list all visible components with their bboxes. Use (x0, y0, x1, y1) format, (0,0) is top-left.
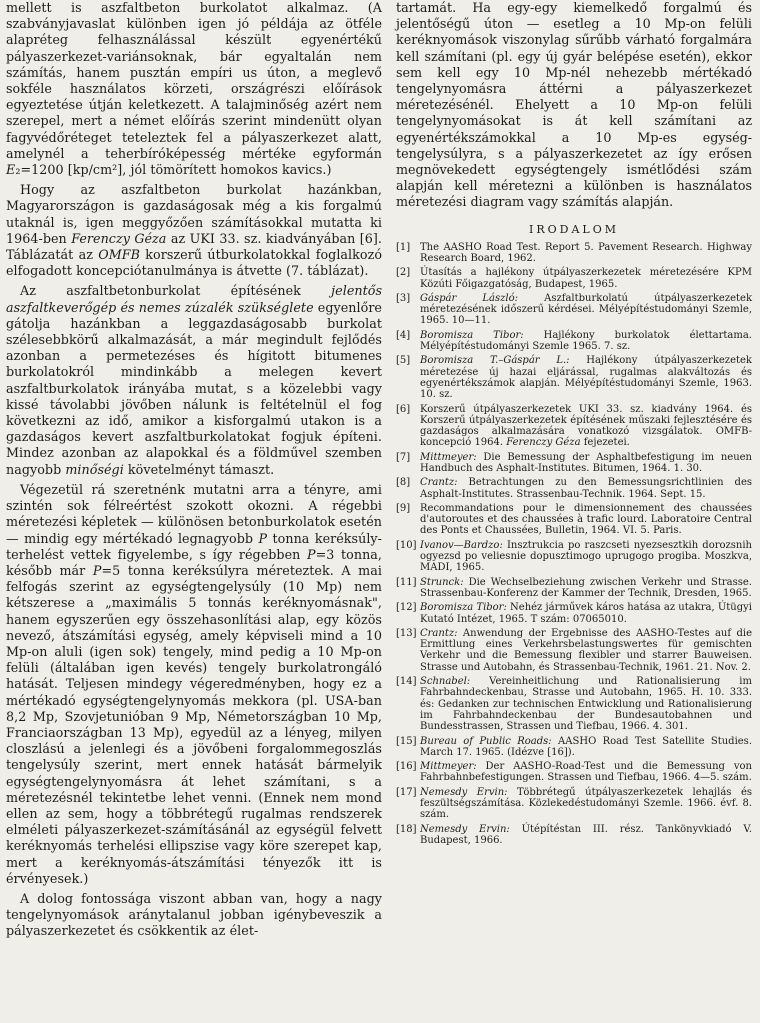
reference-item (396, 736, 752, 759)
italic-text-run: Ivanov—Bardzo: (420, 539, 503, 551)
text-run: Többrétegű útpályaszerkezetek lehajlás és feszültségszámítása. Közlekedéstudományi Szemle. 1966. évf. 8. szám. (420, 786, 753, 821)
reference-number: [12] (396, 602, 417, 614)
text-run: Aszfaltburkolatú útpályaszerkezetek méretezésének időszerű kérdései. Mélyépítéstudományi Szemle, 1965. 10—11. (420, 292, 753, 327)
text-run: Der AASHO-Road-Test und die Bemessung von Fahrbahnbefestigungen. Strassen und Tiefbau, 1966. 4—5. szám. (420, 761, 752, 784)
italic-text-run: minőségi (65, 461, 124, 477)
text-run: The AASHO Road Test. Report 5. Pavement Research. Highway Research Board, 1962. (420, 241, 752, 264)
reference-item (396, 404, 752, 449)
text-run: Nehéz járművek káros hatása az utakra, Útügyi Kutató Intézet, 1965. T szám: 07065010. (420, 602, 752, 625)
reference-number: [17] (396, 786, 417, 798)
italic-text-run: Mittmeyer: (420, 451, 477, 463)
reference-item (396, 540, 752, 574)
italic-text-run: P (307, 546, 316, 562)
reference-item (396, 602, 752, 625)
italic-text-run: Bureau of Public Roads: (420, 735, 552, 747)
reference-item (396, 477, 752, 500)
text-run: =3 tonna, később már (6, 546, 382, 578)
text-run: Korszerű útpályaszerkezetek UKI 33. sz. kiadvány 1964. és Korszerű útpályaszerkezetek építésének műszaki fejlesztésére és gazdaságos alkalmazására vonatkozó vizsgálatok. OMFB-koncepció 1964. (420, 403, 752, 449)
reference-number: [7] (396, 451, 411, 463)
italic-text-run: Boromisza T.–Gáspár L.: (420, 355, 570, 367)
italic-text-run: Ferenczy Géza (506, 437, 581, 449)
italic-text-run: E (6, 162, 16, 178)
italic-text-run: Ferenczy Géza (71, 230, 167, 246)
reference-number: [4] (396, 329, 411, 341)
reference-number: [11] (396, 576, 417, 588)
reference-text (420, 577, 752, 600)
text-run: Hajlékony útpályaszerkezetek méretezése új hazai eljárással, rugalmas alakváltozás és egyenértékszámok alapján. Mélyépítéstudományi Szemle, 1963. 10. sz. (420, 355, 752, 401)
reference-text (420, 355, 752, 400)
text-run: Az aszfaltbetonburkolat építésének (20, 283, 332, 299)
body-paragraph (6, 283, 382, 477)
italic-text-run: P (92, 562, 102, 578)
body-paragraph (6, 182, 382, 279)
text-run: Anwendung der Ergebnisse des AASHO-Testes auf die Ermittlung eines Verkehrsbelastungswertes für gemischten Verkehr und die Bemessung flexibler und starrer Bauweisen. Strasse und Autobahn, és Strassenbau-Technik, 1961. 21. Nov. 2. (420, 627, 752, 673)
reference-item (396, 242, 752, 265)
reference-text (420, 602, 752, 625)
text-run: Hajlékony burkolatok élettartama. Mélyépítéstudományi Szemle 1965. 7. sz. (420, 329, 752, 353)
text-run: fejezetei. (580, 437, 630, 449)
reference-item (396, 761, 752, 784)
text-run: Vereinheitlichung und Rationalisierung im Fahrbahndeckenbau, Strasse und Autobahn, 1965. H. 10. 333. és: Gedanken zur technischen Entwicklung und Rationalisierung im Fahrbahndeckenbau der Bundesautobahnen und Bundesstrassen, Strassen und Tiefbau, 1966. 4. 301. (420, 676, 752, 733)
reference-number: [9] (396, 502, 411, 514)
italic-text-run: Schnabel: (420, 676, 471, 688)
italic-text-run: Gáspár László: (420, 292, 518, 304)
reference-text (420, 267, 752, 290)
text-run: Insztrukcia po raszcseti nyezsesztkih dorozsnih ogyezsd po veliesnie dopusztimogo uprugogo progiba. Moszkva, MADI, 1965. (420, 539, 752, 574)
body-paragraph (6, 482, 382, 887)
reference-number: [18] (396, 823, 417, 835)
reference-number: [16] (396, 761, 417, 773)
italic-text-run: Boromisza Tibor: (420, 329, 524, 341)
reference-item (396, 330, 752, 353)
reference-text (420, 503, 752, 537)
text-run: tartamát. Ha egy-egy kiemelkedő forgalmú és jelentőségű úton — esetleg a 10 Mp-on felüli keréknyomások viszonylag sűrűbb várható forgalmára kell számítani (pl. egy új gyár belépése esetén), ekkor sem kell egy 10 Mp-nél nehezebb mértékadó tengelynyomásra áttérni a pályaszerkezet méretezésénél. Ehelyett a 10 Mp-on felüli tengelynyomásokat is át kell számítani az egyenértékszámokkal a 10 Mp-es egység-tengelysúlyra, s a pályaszerkezetet az így erősen megnövekedett egységtengely ismétlődési szám alapján kell méretezni a különben is használatos méretezési diagram vagy számítás alapján. (396, 0, 752, 210)
reference-number: [5] (396, 355, 411, 367)
text-run: Hogy az aszfaltbeton burkolat hazánkban, Magyarországon is gazdaságosak még a kis forgalmú utaknál is, igen meggyőzően számításokkal mutatta ki 1964-ben (6, 182, 382, 246)
italic-text-run: jelentős aszfaltkeverőgép és nemes zúzalék szükséglete (6, 283, 382, 315)
italic-text-run: Nemesdy Ervin: (420, 786, 508, 798)
body-paragraph (6, 891, 382, 940)
reference-text (420, 452, 752, 475)
text-run: Recommandations pour le dimensionnement des chaussées d'autoroutes et des chaussées à trafic lourd. Laboratoire Central des Ponts et Chaussées, Bulletin, 1964. VI. 5. Paris. (420, 502, 752, 537)
text-run: Betrachtungen zu den Bemessungsrichtlinien des Asphalt-Institutes. Strassenbau-Technik. 1964. Sept. 15. (420, 477, 752, 500)
reference-item (396, 676, 752, 732)
italic-text-run: Crantz: (420, 477, 458, 489)
reference-number: [10] (396, 539, 417, 551)
italic-text-run: Boromisza Tibor: (420, 602, 507, 614)
reference-item (396, 628, 752, 673)
reference-text (420, 330, 752, 353)
reference-item (396, 452, 752, 475)
text-run: mellett is aszfaltbeton burkolatot alkalmaz. (A szabványjavaslat különben igen jó példája az ötféle alapréteg felhasználással készült egyenértékű pályaszerkezet-variánsoknak, bár egyaltalán nem számítás, hanem pusztán empíri us úton, a meglevő sokféle használatos körzeti, országrészi előírások egyeztetése útján keletkezett. A talajminőség azért nem szerepel, mert a német előírás szerint mindenütt olyan fagyvédőréteget teteleztek fel a pályaszerkezet alatt, amelynél a teherbíróképesség mértéke egyformán (6, 0, 382, 161)
text-run: Útépítéstan III. rész. Tankönyvkiadó V. Budapest, 1966. (420, 823, 752, 846)
reference-text (420, 628, 752, 673)
reference-item (396, 503, 752, 537)
reference-number: [14] (396, 676, 417, 688)
reference-text (420, 787, 752, 821)
reference-item (396, 293, 752, 327)
text-run: =5 tonna keréksúlyra méreteztek. A mai felfogás szerint az egységtengelysúly (10 Mp) nem kétszerese a „maximális 5 tonnás keréknyomásnak", hanem egyszerűen egy összehasonlítási alap, egy közös nevező, átszámítási egység, amely képviseli mind a 10 Mp-on aluli (igen sok) tengely, mind pedig a 10 Mp-on felüli (általában igen kevés) tengely burkolatrongáló hatását. Teljesen mindegy végeredményben, hogy ez a mértékadó egységtengelynyomás mekkora (pl. USA-ban 8,2 Mp, Szovjetunióban 9 Mp, Németországban 10 Mp, Franciaországban 13 Mp), egyedül az a lényeg, milyen closzlású a jelenlegi és a jövőbeni forgalommegoszlás tengelysúly szerint, mert ennek hatását bármelyik egységtengelynyomásra át lehet számítani, s a méretezésnél tekintetbe lehet venni. (Ennek nem mond ellen az sem, hogy a többrétegű rugalmas rendszerek elméleti pályaszerkezet-számításánál az egységül felvett keréknyomás terhelési ellipszise vagy köre szerepet kap, mert a keréknyomás-átszámítási tényezők itt is érvényesek.) (6, 562, 382, 886)
text-run: Végezetül rá szeretnénk mutatni arra a tényre, ami szintén sok félreértést szokott okozni. A régebbi méretezési képletek — különösen betonburkolatok esetén — mindig egy mértékadó legnagyobb (6, 481, 382, 546)
right-intro-paragraph (396, 0, 752, 211)
text-run: egyenlőre gátolja hazánkban a leggazdaságosabb burkolat szélesebbkörű alkalmazását, a már megindult fejlődés azonban a permetezéses és hígitott bitumenes burkolatokról mindinkább a melegen kevert aszfaltburkolatok irányába mutat, s a közelebbi vagy kissé távolabbi jövőben nálunk is feltételnül el fog következni az idő, amikor a kisforgalmú utakon is a gazdaságos kevert aszfaltburkolatokat fogjuk építeni. Mindez azonban az alapokkal és a földművel szemben nagyobb (6, 299, 382, 477)
reference-text (420, 676, 752, 732)
reference-item (396, 577, 752, 600)
italic-text-run: OMFB (98, 247, 140, 263)
reference-text (420, 824, 752, 847)
reference-item (396, 267, 752, 290)
references-heading: IRODALOM (529, 222, 619, 236)
references-list (396, 242, 752, 847)
reference-text (420, 293, 752, 327)
reference-item (396, 824, 752, 847)
body-paragraph (6, 0, 382, 178)
right-column (396, 0, 752, 1023)
text-run: Die Wechselbeziehung zwischen Verkehr und Strasse. Strassenbau-Konferenz der Kammer der Technik, Dresden, 1965. (420, 576, 752, 599)
text-run: A dolog fontossága viszont abban van, hogy a nagy tengelynyomások aránytalanul jobban igénybeveszik a pályaszerkezetet és csökkentik az élet- (6, 890, 382, 939)
text-run: Útasítás a hajlékony útpályaszerkezetek méretezésére KPM Közúti Főigazgatóság, Budapest, 1965. (420, 267, 752, 290)
reference-number: [6] (396, 403, 411, 415)
text-run: követelményt támaszt. (123, 461, 275, 477)
text-run: korszerű útburkolatokkal foglalkozó elfogadott koncepciótanulmánya is átvette (7. táblázat). (6, 247, 383, 279)
reference-item (396, 787, 752, 821)
reference-number: [2] (396, 267, 411, 279)
text-run: tonna keréksúly-terhelést vettek figyelembe, s így régebben (6, 530, 382, 562)
reference-text (420, 761, 752, 784)
reference-number: [1] (396, 241, 411, 253)
italic-text-run: Crantz: (420, 627, 458, 639)
reference-number: [8] (396, 477, 411, 489)
text-run: AASHO Road Test Satellite Studies. March 17. 1965. (Idézve [16]). (420, 735, 752, 758)
reference-number: [15] (396, 735, 417, 747)
italic-text-run: Nemesdy Ervin: (420, 823, 510, 835)
text-run: Die Bemessung der Asphaltbefestigung im neuen Handbuch des Asphalt-Institutes. Bitumen, 1964. 1. 30. (420, 451, 752, 474)
italic-text-run: Mittmeyer: (420, 761, 477, 773)
reference-item (396, 355, 752, 400)
reference-text (420, 404, 752, 449)
text-run: ₂=1200 [kp/cm²], jól tömörített homokos kavics.) (15, 162, 332, 178)
reference-number: [3] (396, 292, 411, 304)
text-run: az UKI 33. sz. kiadványában [6]. Táblázatát az (6, 230, 382, 263)
reference-text (420, 477, 752, 500)
reference-number: [13] (396, 627, 417, 639)
italic-text-run: Strunck: (420, 576, 464, 588)
reference-text (420, 540, 752, 574)
left-column (6, 0, 382, 1023)
reference-text (420, 242, 752, 265)
reference-text (420, 736, 752, 759)
italic-text-run: P (258, 530, 268, 546)
